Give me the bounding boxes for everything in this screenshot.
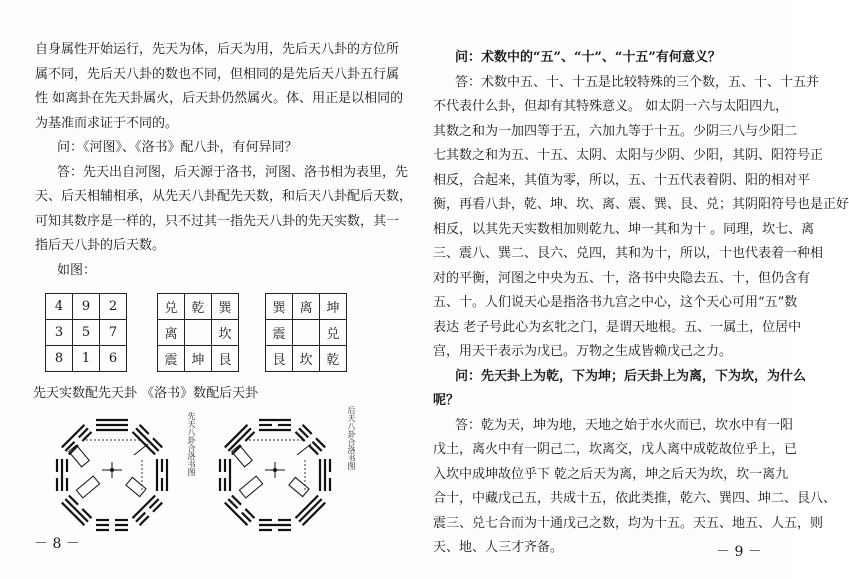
text-line: 问：先天卦上为乾，下为坤；后天卦上为离，下为坎，为什么 xyxy=(455,368,807,384)
text-line: 表达 老子号此心为玄牝之门，是谓天地根。五、一属土，位居中 xyxy=(433,319,802,335)
grid-cell xyxy=(293,320,320,346)
grid-cell: 坎 xyxy=(212,320,239,346)
text-line: 合十，中藏戊己五，共成十五，依此类推，乾六、巽四、坤二、艮八、 xyxy=(433,491,837,506)
luoshu-dots xyxy=(110,468,114,472)
grid-cell: 8 xyxy=(46,346,73,372)
text-line: 问：术数中的“五”、“十”、“十五”有何意义？ xyxy=(455,50,721,65)
text-line: 相反，合起来，其值为零，所以，五、十五代表着阴、阳的相对平 xyxy=(433,172,811,188)
grid-caption: 先天实数配先天卦 《洛书》数配后天卦 xyxy=(33,386,259,401)
luoshu-dots xyxy=(232,445,253,467)
luoshu-dots xyxy=(134,444,148,455)
grid-cell: 乾 xyxy=(320,346,347,372)
trigram-icon xyxy=(225,496,255,526)
luoshu-dots xyxy=(76,476,99,498)
text-line: 指后天八卦的后天数。 xyxy=(35,238,166,253)
trigram-icon xyxy=(259,520,291,530)
grid-cell: 乾 xyxy=(185,294,212,320)
grid-cell: 2 xyxy=(100,294,127,320)
text-line: 可知其数序是一样的，只不过其一指先天八卦的先天实数，其一 xyxy=(35,213,400,229)
houtian-bagua-diagram xyxy=(205,410,345,540)
trigram-icon xyxy=(320,459,330,491)
grid-cell: 离 xyxy=(158,320,185,346)
text-line: 戊土，离火中有一阴己二，坎离交，戊人离中成乾故位乎上，已 xyxy=(433,442,798,457)
grid-cell: 坤 xyxy=(320,294,347,320)
luoshu-dots xyxy=(69,445,90,467)
grid-cell xyxy=(185,320,212,346)
grid-cell: 5 xyxy=(73,320,100,346)
diagram-caption-houtian: 后天八卦合洛书图 xyxy=(347,406,356,470)
text-line: 天、地、人三才齐备。 xyxy=(433,540,564,555)
page-number-right: － 9 － xyxy=(716,544,762,560)
grid-cell: 巽 xyxy=(266,294,293,320)
text-line: 入坎中成坤故位乎下 乾之后天为离，坤之后天为坎，坎一离九 xyxy=(433,466,789,482)
grid-cell: 7 xyxy=(100,320,127,346)
luoshu-dots xyxy=(239,476,262,498)
text-line: 其数之和为一加四等于五，六加九等于十五。少阴三八与少阳二 xyxy=(433,123,798,139)
luoshu-dots xyxy=(126,477,146,496)
text-line: 呢？ xyxy=(433,393,460,408)
trigram-icon xyxy=(296,425,326,455)
text-line: 如图： xyxy=(57,262,97,278)
text-line: 问：《河图》、《洛书》配八卦，有何异同？ xyxy=(57,140,298,155)
text-line: 天、后天相辅相承，从先天八卦配先天数，和后天八卦配后天数， xyxy=(35,189,413,204)
text-line: 为基准而求证于不同的。 xyxy=(35,115,179,131)
trigram-icon xyxy=(62,496,92,526)
text-line: 答：先天出自河图，后天源于洛书，河图、洛书相为表里，先 xyxy=(57,164,409,180)
houtian-trigram-grid xyxy=(265,293,347,372)
trigram-icon xyxy=(133,496,163,526)
grid-cell: 艮 xyxy=(212,346,239,372)
text-line: 震三、兑七合而为十通戊己之数，均为十五。天五、地五、人五，则 xyxy=(433,515,824,531)
trigram-icon xyxy=(133,425,163,455)
trigram-icon xyxy=(296,496,326,526)
grid-cell: 兑 xyxy=(320,320,347,346)
text-line: 衡，再看八卦，乾、坤、坎、离、震、巽、艮、兑；其阴阳符号也是正好 xyxy=(433,197,849,212)
luoshu-dots xyxy=(289,477,309,496)
luoshu-dots xyxy=(297,444,311,455)
text-line: 七其数之和为五、十五、太阴、太阳与少阴、少阳，其阴、阳符号正 xyxy=(433,148,824,163)
xiantian-bagua-diagram xyxy=(42,410,182,540)
grid-cell: 6 xyxy=(100,346,127,372)
grid-cell: 艮 xyxy=(266,346,293,372)
text-line: 对的平衡，河图之中央为五、十，洛书中央隐去五、十，但仍含有 xyxy=(433,270,811,286)
text-line: 相反，以其先天实数相加则乾九、坤一其和为十 。同理，坎七、离 xyxy=(433,221,815,237)
text-line: 性 如离卦在先天卦属火，后天卦仍然属火。体、用正是以相同的 xyxy=(35,91,404,106)
diagram-caption-xiantian: 先天八卦合洛书图 xyxy=(187,412,196,476)
grid-cell: 震 xyxy=(158,346,185,372)
grid-cell: 3 xyxy=(46,320,73,346)
xiantian-trigram-grid xyxy=(157,293,239,372)
luoshu-dots xyxy=(273,468,277,472)
trigram-icon xyxy=(57,459,67,491)
trigram-icon xyxy=(259,420,291,430)
grid-cell: 巽 xyxy=(212,294,239,320)
text-line: 属不同，先后天八卦的数也不同，但相同的是先后天八卦五行属 xyxy=(35,66,400,82)
text-line: 三、震八、巽二、艮六、兑四，其和为十，所以，十也代表着一种相 xyxy=(433,246,824,261)
text-line: 不代表什么卦，但却有其特殊意义。 如太阴一六与太阳四九， xyxy=(433,99,789,114)
text-line: 宫，用天干表示为戊已。万物之生成皆赖戊己之力。 xyxy=(433,344,733,359)
grid-cell: 4 xyxy=(46,294,73,320)
grid-cell: 坤 xyxy=(185,346,212,372)
grid-cell: 9 xyxy=(73,294,100,320)
grid-cell: 1 xyxy=(73,346,100,372)
grid-cell: 兑 xyxy=(158,294,185,320)
text-line: 答：乾为天，坤为地，天地之始于水火而已，坎水中有一阳 xyxy=(455,417,794,433)
text-line: 答：术数中五、十、十五是比较特殊的三个数，五、十、十五并 xyxy=(455,74,820,90)
grid-cell: 坎 xyxy=(293,346,320,372)
trigram-icon xyxy=(220,459,230,491)
text-line: 自身属性开始运行，先天为体，后天为用，先后天八卦的方位所 xyxy=(35,42,400,57)
text-line: 五、十。人们说天心是指洛书九宫之中心，这个天心可用“五”数 xyxy=(433,295,798,310)
grid-cell: 离 xyxy=(293,294,320,320)
luoshu-number-grid xyxy=(45,293,127,372)
page-number-left: － 8 － xyxy=(34,536,80,552)
trigram-icon xyxy=(96,420,128,430)
trigram-icon xyxy=(96,520,128,530)
grid-cell: 震 xyxy=(266,320,293,346)
trigram-icon xyxy=(157,459,167,491)
